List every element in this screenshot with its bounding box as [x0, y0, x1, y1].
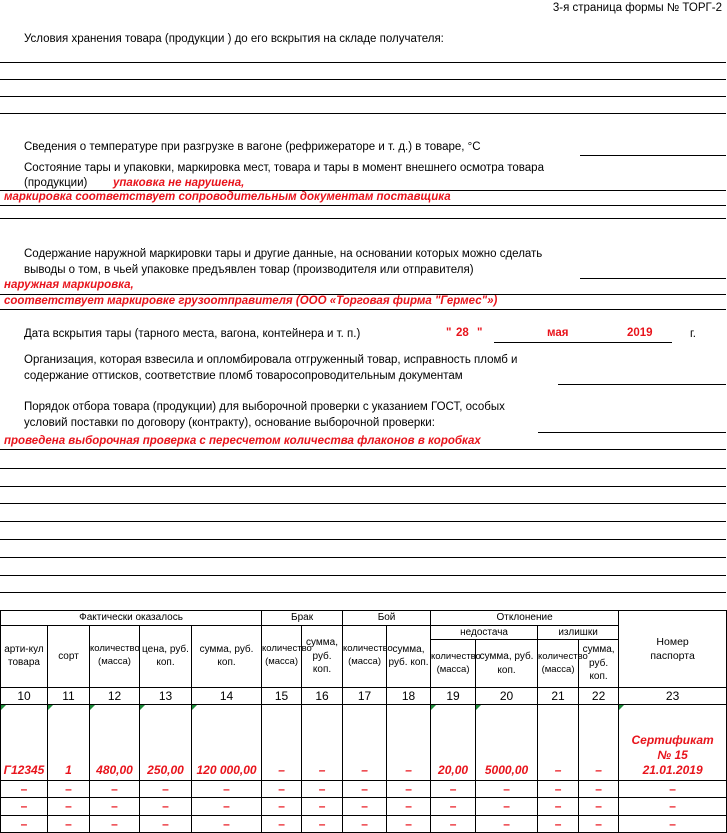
col-number-15: 15 — [262, 688, 302, 705]
col-grade: сорт — [48, 625, 90, 688]
cell-defect-sum[interactable]: – — [302, 705, 343, 781]
date-year-suffix: г. — [690, 328, 696, 340]
col-short-sum: сумма, руб. коп. — [476, 640, 538, 688]
opening-date-label: Дата вскрытия тары (тарного места, вагона, контейнера и т. п.) — [24, 328, 361, 340]
sampling-line-7[interactable] — [0, 557, 726, 558]
sampling-field[interactable] — [538, 432, 726, 433]
empty-cell[interactable]: – — [387, 781, 431, 798]
empty-cell[interactable]: – — [48, 815, 90, 832]
packaging-value-line1[interactable]: упаковка не нарушена, — [113, 177, 245, 189]
col-broken-sum: сумма, руб. коп. — [387, 625, 431, 688]
empty-cell[interactable]: – — [140, 781, 192, 798]
cell-broken-qty[interactable]: – — [343, 705, 387, 781]
empty-cell[interactable]: – — [90, 798, 140, 815]
col-number-10: 10 — [1, 688, 48, 705]
empty-cell[interactable]: – — [48, 798, 90, 815]
empty-cell[interactable]: – — [476, 781, 538, 798]
packaging-value-line2[interactable]: маркировка соответствует сопроводительным документам поставщика — [4, 191, 451, 203]
cell-defect-qty[interactable]: – — [262, 705, 302, 781]
sampling-line-5[interactable] — [0, 521, 726, 522]
empty-cell[interactable]: – — [619, 781, 727, 798]
empty-cell[interactable]: – — [579, 798, 619, 815]
passport-line3: 21.01.2019 — [642, 763, 703, 778]
empty-cell[interactable]: – — [431, 798, 476, 815]
passport-header: Номер паспорта — [619, 611, 727, 688]
empty-cell[interactable]: – — [431, 815, 476, 832]
col-number-21: 21 — [538, 688, 579, 705]
storage-line-1[interactable] — [0, 62, 726, 63]
goods-table — [0, 610, 727, 833]
cell-surplus-sum[interactable]: – — [579, 705, 619, 781]
empty-cell[interactable]: – — [192, 815, 262, 832]
packaging-line-3[interactable] — [0, 218, 726, 219]
empty-cell[interactable]: – — [476, 798, 538, 815]
sampling-line-1 — [0, 449, 726, 450]
cell-grade[interactable]: 1 — [48, 705, 90, 781]
sampling-label-line2: условий поставки по договору (контракту), основание выборочной проверки: — [24, 417, 435, 429]
col-number-19: 19 — [431, 688, 476, 705]
empty-cell[interactable]: – — [538, 815, 579, 832]
marking-label-line2: выводы о том, в чьей упаковке предъявлен товар (производителя или отправителя) — [24, 264, 474, 276]
col-number-11: 11 — [48, 688, 90, 705]
empty-cell[interactable]: – — [343, 781, 387, 798]
empty-cell[interactable]: – — [302, 781, 343, 798]
cell-passport[interactable] — [619, 705, 727, 781]
marking-value-line1[interactable]: наружная маркировка, — [4, 279, 134, 291]
col-price: цена, руб. коп. — [140, 625, 192, 688]
empty-cell[interactable]: – — [90, 781, 140, 798]
date-month-line — [494, 342, 622, 343]
marking-value-line2[interactable]: соответствует маркировке грузоотправителя (ООО «Торговая фирма "Гермес"») — [4, 295, 498, 307]
packaging-label-line1: Состояние тары и упаковки, маркировка мест, товара и тары в момент внешнего осмотра товара — [24, 162, 544, 174]
sampling-line-3[interactable] — [0, 486, 726, 487]
col-short-qty: количество (масса) — [431, 640, 476, 688]
empty-cell[interactable]: – — [431, 781, 476, 798]
sampling-label-line1: Порядок отбора товара (продукции) для выборочной проверки с указанием ГОСТ, особых — [24, 401, 505, 413]
empty-cell[interactable]: – — [619, 815, 727, 832]
cell-price[interactable]: 250,00 — [140, 705, 192, 781]
empty-cell[interactable]: – — [1, 815, 48, 832]
marking-label-line1: Содержание наружной маркировки тары и другие данные, на основании которых можно сделать — [24, 248, 543, 260]
passport-line2: № 15 — [657, 748, 688, 763]
empty-cell[interactable]: – — [192, 798, 262, 815]
empty-cell[interactable]: – — [387, 798, 431, 815]
empty-cell[interactable]: – — [262, 781, 302, 798]
group-actual-header: Фактически оказалось — [1, 611, 262, 626]
sampling-line-8[interactable] — [0, 575, 726, 576]
sealing-label-line2: содержание оттисков, соответствие пломб товаросопроводительным документам — [24, 370, 463, 382]
form-page-label: 3-я страница формы № ТОРГ-2 — [552, 2, 722, 14]
date-day[interactable]: 28 — [456, 327, 469, 339]
packaging-label-line2: (продукции) — [24, 177, 88, 189]
empty-cell[interactable]: – — [387, 815, 431, 832]
empty-cell[interactable]: – — [343, 798, 387, 815]
date-year[interactable]: 2019 — [627, 327, 653, 339]
empty-cell[interactable]: – — [1, 798, 48, 815]
cell-short-qty[interactable]: 20,00 — [431, 705, 476, 781]
date-quote-close: " — [477, 327, 483, 339]
empty-cell[interactable]: – — [1, 781, 48, 798]
sealing-field[interactable] — [558, 384, 726, 385]
sampling-line-2[interactable] — [0, 468, 726, 469]
empty-cell[interactable]: – — [140, 815, 192, 832]
col-sum: сумма, руб. коп. — [192, 625, 262, 688]
col-number-13: 13 — [140, 688, 192, 705]
sealing-label-line1: Организация, которая взвесила и опломбировала отгруженный товар, исправность пломб и — [24, 354, 518, 366]
sampling-line-9[interactable] — [0, 592, 726, 593]
empty-cell[interactable]: – — [262, 798, 302, 815]
cell-short-sum[interactable]: 5000,00 — [476, 705, 538, 781]
col-qty: количество (масса) — [90, 625, 140, 688]
col-surplus-qty: количество (масса) — [538, 640, 579, 688]
sampling-value[interactable]: проведена выборочная проверка с пересчетом количества флаконов в коробках — [4, 435, 481, 447]
sampling-line-4[interactable] — [0, 503, 726, 504]
empty-cell[interactable]: – — [302, 815, 343, 832]
cell-surplus-qty[interactable]: – — [538, 705, 579, 781]
empty-cell[interactable]: – — [476, 815, 538, 832]
group-defect-header: Брак — [262, 611, 343, 626]
col-article: арти-кул товара — [1, 625, 48, 688]
col-number-14: 14 — [192, 688, 262, 705]
storage-conditions-label: Условия хранения товара (продукции ) до его вскрытия на складе получателя: — [24, 33, 444, 45]
passport-line1: Сертификат — [631, 733, 714, 748]
empty-cell[interactable]: – — [192, 781, 262, 798]
cell-sum[interactable]: 120 000,00 — [192, 705, 262, 781]
empty-cell[interactable]: – — [343, 815, 387, 832]
col-number-22: 22 — [579, 688, 619, 705]
col-number-12: 12 — [90, 688, 140, 705]
sub-surplus-header: излишки — [538, 625, 619, 640]
col-defect-sum: сумма, руб. коп. — [302, 625, 343, 688]
storage-line-4[interactable] — [0, 113, 726, 114]
col-defect-qty: количество (масса) — [262, 625, 302, 688]
empty-cell[interactable]: – — [538, 798, 579, 815]
group-broken-header: Бой — [343, 611, 431, 626]
date-quote-open: " — [446, 327, 452, 339]
marking-line-2 — [0, 309, 726, 310]
date-year-line — [622, 342, 672, 343]
empty-cell[interactable]: – — [48, 781, 90, 798]
empty-cell[interactable]: – — [579, 781, 619, 798]
cell-article[interactable]: Г12345 — [1, 705, 48, 781]
date-month[interactable]: мая — [547, 327, 569, 339]
sampling-line-6[interactable] — [0, 539, 726, 540]
col-broken-qty: количество (масса) — [343, 625, 387, 688]
empty-cell[interactable]: – — [262, 815, 302, 832]
col-number-18: 18 — [387, 688, 431, 705]
cell-broken-sum[interactable]: – — [387, 705, 431, 781]
temperature-field[interactable] — [580, 155, 726, 156]
empty-cell[interactable]: – — [538, 781, 579, 798]
empty-cell[interactable]: – — [90, 815, 140, 832]
col-number-23: 23 — [619, 688, 727, 705]
group-deviation-header: Отклонение — [431, 611, 619, 626]
col-number-20: 20 — [476, 688, 538, 705]
cell-qty[interactable]: 480,00 — [90, 705, 140, 781]
empty-cell[interactable]: – — [140, 798, 192, 815]
storage-line-2[interactable] — [0, 79, 726, 80]
sub-shortage-header: недостача — [431, 625, 538, 640]
temperature-label: Сведения о температуре при разгрузке в вагоне (рефрижераторе и т. д.) в товаре, °С — [24, 141, 481, 153]
empty-cell[interactable]: – — [579, 815, 619, 832]
marking-field-line[interactable] — [580, 278, 726, 279]
packaging-line-2 — [0, 205, 726, 206]
col-number-17: 17 — [343, 688, 387, 705]
empty-cell[interactable]: – — [619, 798, 727, 815]
col-surplus-sum: сумма, руб. коп. — [579, 640, 619, 688]
empty-cell[interactable]: – — [302, 798, 343, 815]
storage-line-3[interactable] — [0, 96, 726, 97]
col-number-16: 16 — [302, 688, 343, 705]
